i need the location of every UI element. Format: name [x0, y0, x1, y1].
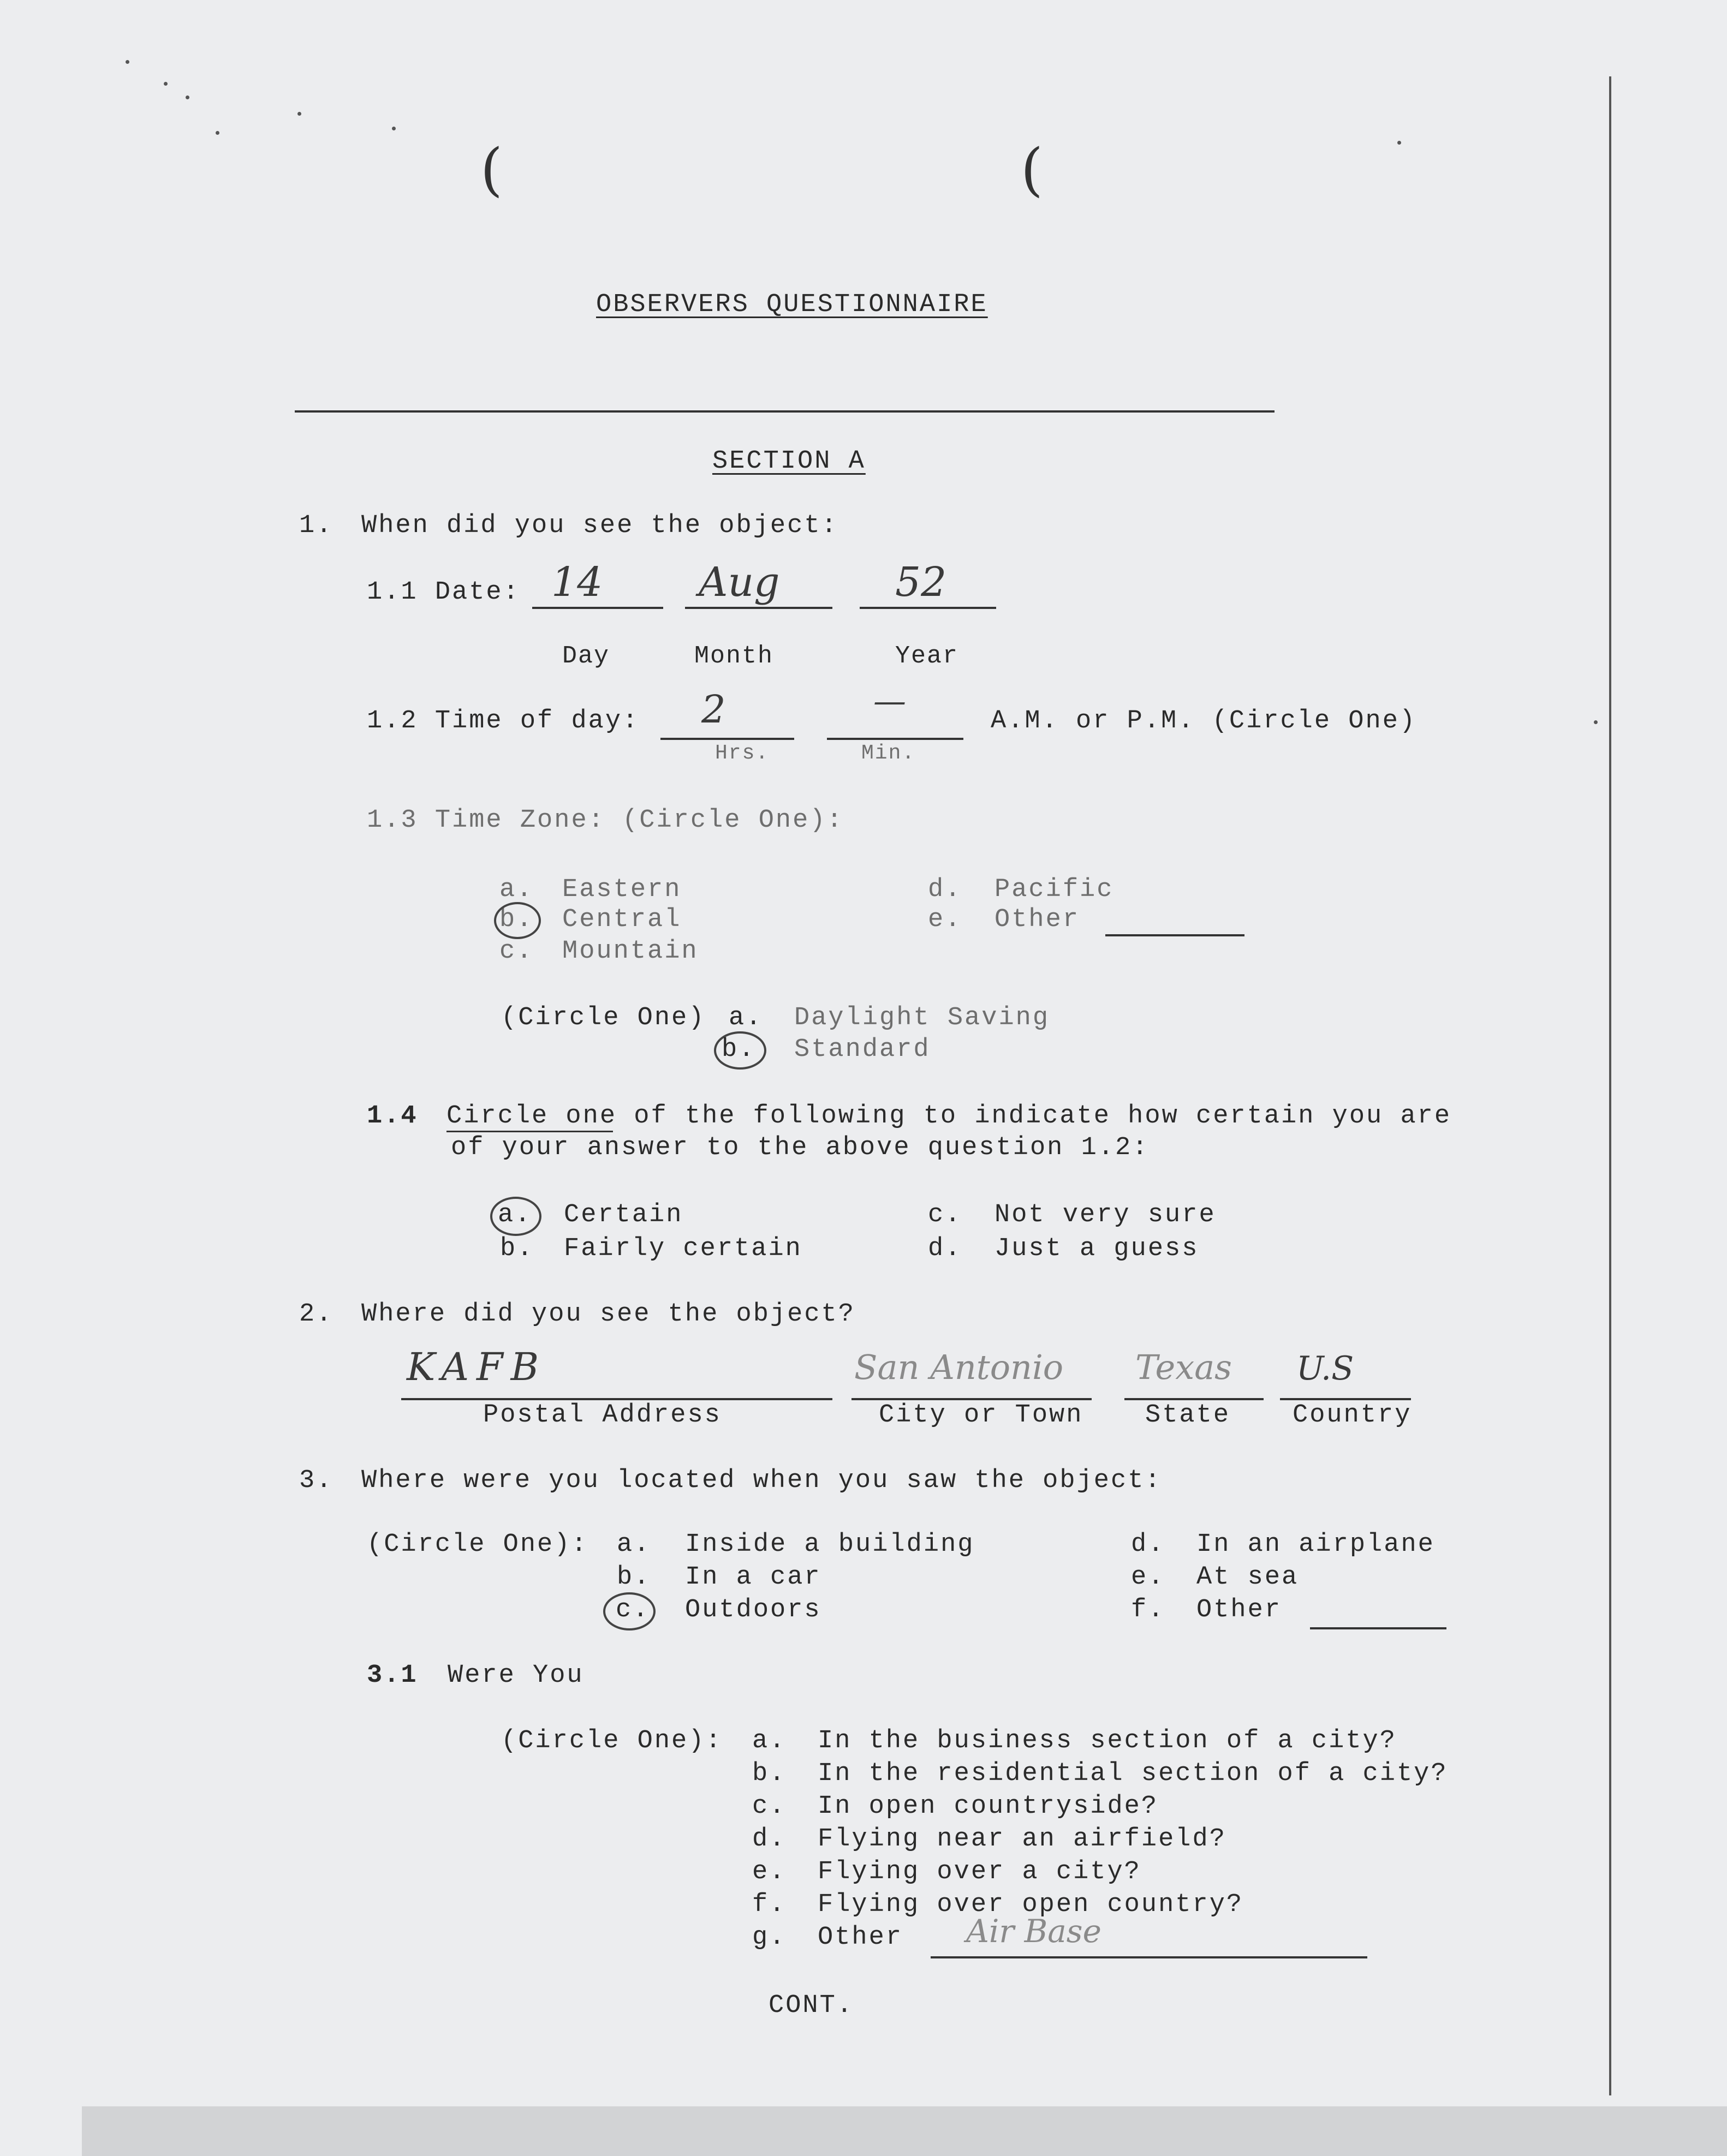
state-line: [1124, 1398, 1264, 1400]
country-line: [1280, 1398, 1411, 1400]
certainty-not-very-sure[interactable]: Not very sure: [994, 1201, 1216, 1229]
were-flying-over-country[interactable]: Flying over open country?: [818, 1890, 1244, 1919]
scan-speck: [186, 95, 189, 99]
postal-address-value[interactable]: KAFB: [407, 1345, 547, 1389]
certainty-letter-a: a.: [498, 1201, 532, 1229]
state-value[interactable]: Texas: [1135, 1347, 1232, 1387]
were-letter-a: a.: [752, 1727, 787, 1755]
date-month-label: Month: [694, 642, 774, 670]
q1-number: 1.: [299, 511, 334, 540]
city-value[interactable]: San Antonio: [854, 1347, 1064, 1387]
were-other[interactable]: Other: [818, 1923, 903, 1952]
were-flying-over-city[interactable]: Flying over a city?: [818, 1858, 1141, 1886]
certainty-letter-b: b.: [500, 1234, 534, 1263]
location-other[interactable]: Other: [1196, 1596, 1282, 1625]
continued-label: CONT.: [769, 1991, 854, 2020]
q3-text: Where were you located when you saw the object:: [361, 1466, 1162, 1495]
circle-one-underline: [446, 1131, 613, 1132]
scan-speck: [164, 82, 168, 86]
location-letter-d: d.: [1131, 1530, 1165, 1559]
location-other-line: [1310, 1627, 1446, 1629]
q1-4-line2: of your answer to the above question 1.2:: [451, 1133, 1150, 1162]
were-letter-b: b.: [752, 1759, 787, 1788]
q3-1-label: 3.1: [367, 1661, 418, 1690]
location-letter-a: a.: [617, 1530, 651, 1559]
zone-pacific[interactable]: Pacific: [994, 875, 1114, 904]
were-residential-section[interactable]: In the residential section of a city?: [818, 1759, 1448, 1788]
country-label: Country: [1293, 1401, 1412, 1430]
zone-eastern[interactable]: Eastern: [562, 875, 682, 904]
were-flying-near-airfield[interactable]: Flying near an airfield?: [818, 1825, 1226, 1854]
certainty-fairly-certain[interactable]: Fairly certain: [564, 1234, 802, 1263]
ampm-prompt: A.M. or P.M. (Circle One): [991, 707, 1417, 736]
location-letter-f: f.: [1131, 1596, 1165, 1625]
location-in-airplane[interactable]: In an airplane: [1196, 1530, 1435, 1559]
date-year-line: [860, 607, 996, 609]
certainty-letter-d: d.: [928, 1234, 962, 1263]
certainty-just-a-guess[interactable]: Just a guess: [994, 1234, 1199, 1263]
page-edge-rule: [1609, 76, 1611, 2095]
left-parenthesis: (: [480, 136, 503, 203]
zone-central-circle-mark: [494, 902, 541, 939]
q1-2-label: 1.2 Time of day:: [367, 707, 640, 736]
location-at-sea[interactable]: At sea: [1196, 1563, 1299, 1592]
time-minutes-line: [827, 738, 963, 740]
certainty-letter-c: c.: [928, 1201, 962, 1229]
were-other-value[interactable]: Air Base: [966, 1913, 1101, 1950]
city-label: City or Town: [879, 1401, 1083, 1430]
were-letter-e: e.: [752, 1858, 787, 1886]
were-other-line: [931, 1956, 1367, 1958]
location-letter-e: e.: [1131, 1563, 1165, 1592]
were-letter-g: g.: [752, 1923, 787, 1952]
were-open-countryside[interactable]: In open countryside?: [818, 1792, 1159, 1821]
zone-letter-b: b.: [499, 905, 534, 934]
were-letter-f: f.: [752, 1890, 787, 1919]
time-hours-label: Hrs.: [715, 742, 770, 765]
q2-text: Where did you see the object?: [361, 1300, 855, 1329]
scan-speck: [1594, 720, 1598, 724]
date-day-label: Day: [562, 642, 610, 670]
dst-daylight-saving[interactable]: Daylight Saving: [794, 1004, 1050, 1032]
q2-number: 2.: [299, 1300, 334, 1329]
location-letter-c: c.: [616, 1596, 650, 1625]
location-inside-building[interactable]: Inside a building: [685, 1530, 975, 1559]
date-year-value[interactable]: 52: [895, 559, 947, 606]
right-parenthesis: (: [1021, 136, 1043, 203]
zone-letter-e: e.: [928, 905, 962, 934]
zone-central[interactable]: Central: [562, 905, 682, 934]
were-letter-d: d.: [752, 1825, 787, 1854]
date-day-line: [532, 607, 663, 609]
location-outdoors[interactable]: Outdoors: [685, 1596, 821, 1625]
were-business-section[interactable]: In the business section of a city?: [818, 1727, 1397, 1755]
q1-1-label: 1.1 Date:: [367, 578, 520, 607]
dst-letter-b: b.: [722, 1035, 756, 1064]
scan-shadow: [82, 2106, 1727, 2156]
dst-standard[interactable]: Standard: [794, 1035, 931, 1064]
time-hours-line: [660, 738, 794, 740]
q1-4-label: 1.4: [367, 1102, 418, 1131]
scan-speck: [216, 131, 219, 135]
date-day-value[interactable]: 14: [551, 559, 603, 606]
date-year-label: Year: [895, 642, 959, 670]
date-month-line: [685, 607, 832, 609]
q3-1-text: Were You: [448, 1661, 584, 1690]
section-title: SECTION A: [712, 447, 866, 476]
zone-letter-c: c.: [499, 937, 534, 966]
location-in-car[interactable]: In a car: [685, 1563, 821, 1592]
zone-other[interactable]: Other: [994, 905, 1080, 934]
city-line: [851, 1398, 1092, 1400]
time-hours-value[interactable]: 2: [701, 687, 726, 732]
state-label: State: [1145, 1401, 1231, 1430]
were-letter-c: c.: [752, 1792, 787, 1821]
dst-prompt: (Circle One): [501, 1004, 706, 1032]
certainty-certain[interactable]: Certain: [564, 1201, 683, 1229]
time-minutes-label: Min.: [861, 742, 916, 765]
header-divider: [295, 410, 1275, 413]
q1-4-line1: Circle one of the following to indicate how certain you are: [446, 1102, 1452, 1131]
postal-address-line: [401, 1398, 832, 1400]
document-title: OBSERVERS QUESTIONNAIRE: [596, 290, 988, 319]
scan-speck: [297, 112, 301, 116]
time-minutes-value[interactable]: —: [873, 682, 906, 720]
zone-letter-d: d.: [928, 875, 962, 904]
scan-speck: [1397, 141, 1401, 145]
zone-mountain[interactable]: Mountain: [562, 937, 699, 966]
zone-other-line: [1105, 934, 1244, 936]
q1-text: When did you see the object:: [361, 511, 838, 540]
q1-3-label: 1.3 Time Zone: (Circle One):: [367, 806, 844, 835]
scan-speck: [126, 60, 129, 64]
dst-letter-a: a.: [729, 1004, 763, 1032]
country-value[interactable]: U.S: [1296, 1349, 1354, 1388]
date-month-value[interactable]: Aug: [699, 559, 780, 606]
location-letter-b: b.: [617, 1563, 651, 1592]
scan-speck: [392, 127, 396, 130]
q3-prompt: (Circle One):: [367, 1530, 588, 1559]
q3-number: 3.: [299, 1466, 334, 1495]
q3-1-prompt: (Circle One):: [501, 1727, 723, 1755]
postal-address-label: Postal Address: [483, 1401, 722, 1430]
zone-letter-a: a.: [499, 875, 534, 904]
